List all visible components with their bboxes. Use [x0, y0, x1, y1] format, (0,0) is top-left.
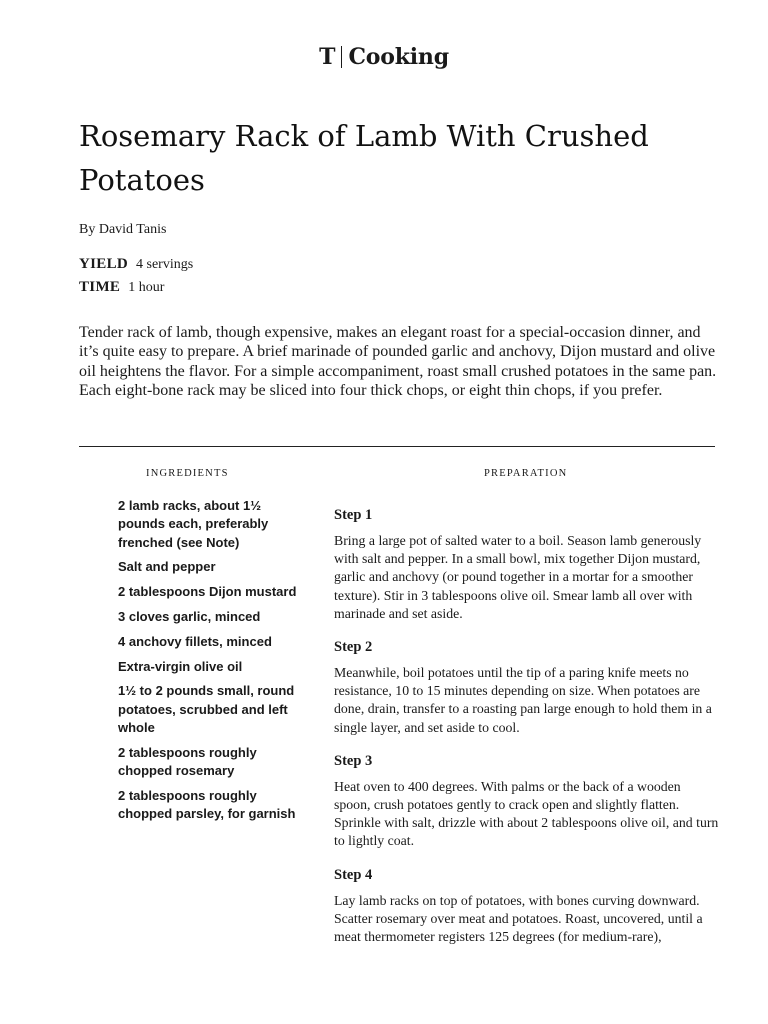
step-text: Lay lamb racks on top of potatoes, with bones curving downward. Scatter rosemary over meat and potatoes. Roast, uncovered, until a meat thermometer registers 125 degrees (for medium-rare), [334, 892, 703, 945]
step-text: Bring a large pot of salted water to a boil. Season lamb generously with salt and pepper. In a small bowl, mix together Dijon mustard, garlic and anchovy (or pound together in a mortar for a smoother texture). Stir in 3 tablespoons olive oil. Smear lamb all over with marinade and set aside. [334, 533, 702, 621]
step-2 [334, 637, 719, 737]
ingredient-item: 2 tablespoons Dijon mustard [118, 584, 297, 600]
recipe-time [79, 279, 164, 296]
step-label: Step 2 [334, 639, 373, 656]
step-text: Meanwhile, boil potatoes until the tip of a paring knife meets no resistance, 10 to 15 minutes depending on size. When potatoes are done, drain, transfer to a roasting pan large enough to hold them in a single layer, and set aside to cool. [334, 665, 712, 735]
ingredient-item: 2 lamb racks, about 1½ pounds each, preferably frenched (see Note) [118, 498, 269, 550]
time-value: 1 hour [128, 280, 165, 295]
nyt-t-logo-icon: T [319, 44, 336, 70]
step-1 [334, 505, 719, 623]
recipe-intro: Tender rack of lamb, though expensive, makes an elegant roast for a special-occasion dinner, and it’s quite easy to prepare. A brief marinade of pounded garlic and anchovy, Dijon mustard and olive oil heightens the flavor. For a simple accompaniment, roast small crushed potatoes in the same pan. Each eight-bone rack may be sliced into four thick chops, or eight thin chops, if you prefer. [79, 324, 717, 400]
ingredients-list [118, 497, 303, 830]
logo-wordmark: Cooking [348, 44, 449, 70]
site-logo[interactable] [0, 44, 768, 70]
yield-label: YIELD [79, 256, 129, 272]
time-label: TIME [79, 279, 121, 295]
ingredients-heading: INGREDIENTS [146, 468, 229, 479]
recipe-byline[interactable]: By David Tanis [79, 222, 167, 237]
recipe-yield [79, 256, 193, 273]
step-label: Step 3 [334, 752, 373, 769]
ingredient-item: 2 tablespoons roughly chopped rosemary [118, 744, 257, 779]
logo-divider [341, 46, 342, 68]
step-label: Step 1 [334, 507, 373, 523]
recipe-title: Rosemary Rack of Lamb With Crushed Potatoes [79, 119, 649, 197]
step-text: Heat oven to 400 degrees. With palms or the back of a wooden spoon, crush potatoes gently to crack open and slightly flatten. Sprinkle with salt, drizzle with about 2 tablespoons olive oil, and turn to lightly coat. [334, 778, 719, 849]
ingredient-item: Salt and pepper [118, 559, 216, 575]
ingredient-item: 2 tablespoons roughly chopped parsley, for garnish [118, 787, 296, 822]
step-3 [334, 751, 719, 851]
ingredient-item: 1½ to 2 pounds small, round potatoes, scrubbed and left whole [118, 683, 295, 735]
step-4 [334, 865, 719, 947]
preparation-steps [334, 505, 719, 960]
step-label: Step 4 [334, 866, 373, 883]
ingredient-item: Extra-virgin olive oil [118, 658, 243, 674]
yield-value: 4 servings [136, 257, 194, 272]
preparation-heading: PREPARATION [484, 468, 568, 479]
ingredient-item: 4 anchovy fillets, minced [118, 633, 272, 649]
ingredient-item: 3 cloves garlic, minced [118, 608, 261, 624]
section-divider [79, 446, 715, 447]
